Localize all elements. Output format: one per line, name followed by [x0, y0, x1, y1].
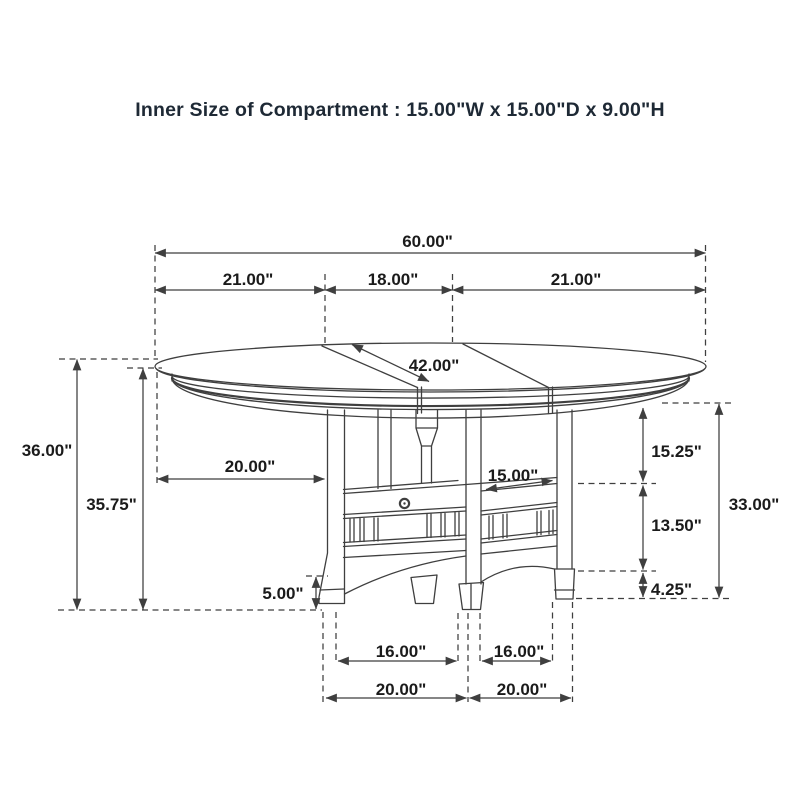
dim-label-total-width: 60.00": [402, 232, 453, 251]
dim-label-foot-height: 5.00": [262, 584, 304, 603]
dim-label-left-section: 21.00": [222, 270, 274, 289]
dim-label-under-top-clearance: 15.25": [651, 442, 702, 461]
tabletop: [155, 343, 706, 418]
dim-label-overall-height: 36.00": [21, 441, 73, 460]
leaf-line-right: [463, 344, 549, 388]
dim-label-feet-outer-right: 20.00": [496, 680, 548, 699]
dim-label-compartment-width: 15.00": [487, 466, 539, 485]
dimension-labels: [22, 232, 780, 699]
dimension-lines: [77, 253, 719, 698]
dim-label-pedestal-height: 33.00": [728, 495, 780, 514]
dim-label-side-overhang: 20.00": [224, 457, 276, 476]
base-skirt: [345, 556, 555, 604]
dim-label-top-depth: 42.00": [408, 356, 460, 375]
pedestal-legs: [319, 410, 575, 610]
storage-compartment: [344, 478, 558, 558]
extension-lines: [58, 245, 731, 702]
diagram-title: Inner Size of Compartment : 15.00"W x 15.00"D x 9.00"H: [135, 99, 665, 121]
dim-label-compartment-height: 13.50": [651, 516, 702, 535]
back-center-foot: [411, 575, 437, 604]
dim-label-underside-height: 35.75": [86, 495, 137, 514]
dim-label-right-section: 21.00": [550, 270, 602, 289]
center-column: [416, 410, 438, 483]
dim-label-feet-inner-left: 16.00": [375, 642, 427, 661]
dim-label-feet-inner-right: 16.00": [493, 642, 545, 661]
leg-left: [319, 410, 345, 604]
leg-center: [466, 410, 481, 584]
dim-label-base-band-height: 4.25": [650, 580, 693, 599]
dim-label-center-leaf: 18.00": [367, 270, 419, 289]
leg-back-left: [378, 410, 391, 489]
dim-label-feet-outer-left: 20.00": [375, 680, 427, 699]
leaf-line-left: [322, 346, 418, 388]
leg-right: [557, 410, 572, 569]
